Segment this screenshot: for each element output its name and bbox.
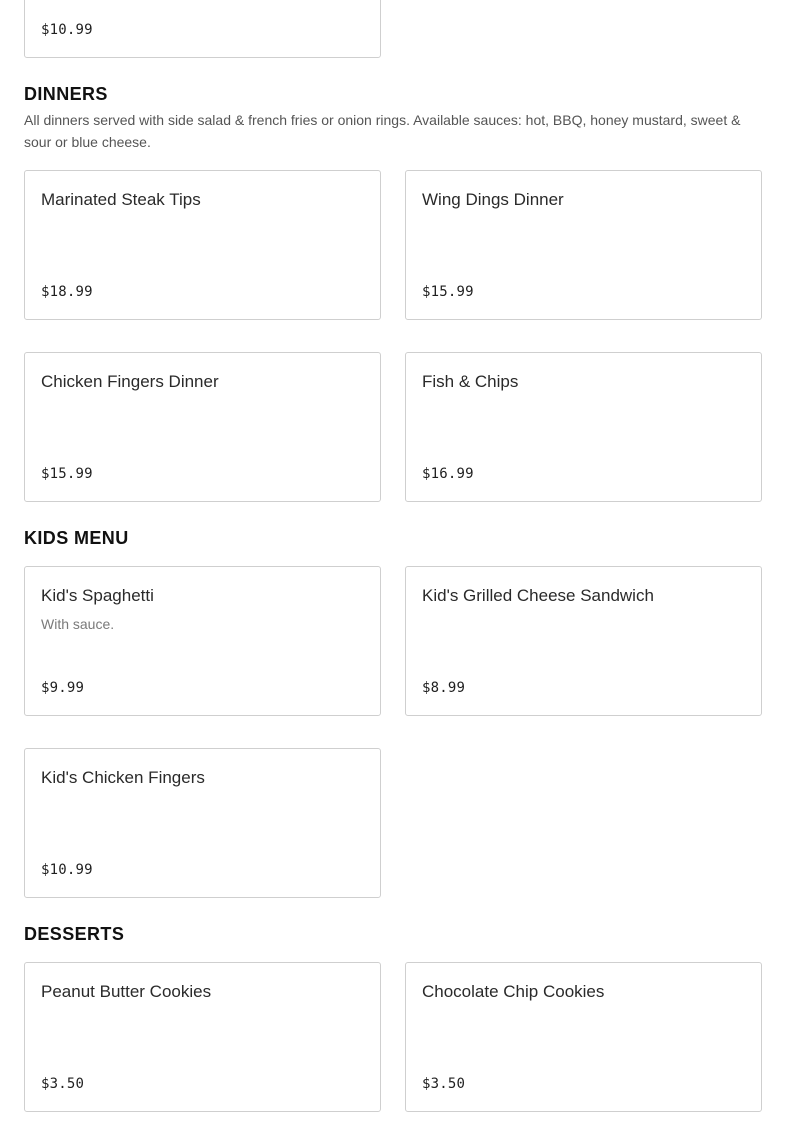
- menu-item-card[interactable]: [24, 566, 381, 716]
- item-name: Peanut Butter Cookies: [41, 982, 212, 1001]
- menu-item-card[interactable]: [24, 748, 381, 898]
- menu-item-card[interactable]: [24, 0, 381, 58]
- item-price: $9.99: [41, 680, 85, 696]
- section-title-desserts: DESSERTS: [24, 924, 125, 944]
- menu-item-card[interactable]: [24, 352, 381, 502]
- item-description: With sauce.: [41, 616, 115, 632]
- item-name: Chocolate Chip Cookies: [422, 982, 605, 1001]
- item-price: $3.50: [41, 1076, 85, 1092]
- section-description-dinners: All dinners served with side salad & french fries or onion rings. Available sauces: hot, BBQ, honey mustard, sweet & sour or blue cheese.: [24, 112, 741, 150]
- menu-item-card[interactable]: [405, 962, 762, 1112]
- item-price: $10.99: [41, 862, 93, 878]
- item-price: $8.99: [422, 680, 466, 696]
- item-name: Fish & Chips: [422, 372, 519, 391]
- item-name: Wing Dings Dinner: [422, 190, 564, 209]
- menu-item-card[interactable]: [405, 352, 762, 502]
- item-price: $16.99: [422, 466, 474, 482]
- menu-item-card[interactable]: [405, 170, 762, 320]
- item-price: $15.99: [422, 284, 474, 300]
- menu-item-card[interactable]: [24, 170, 381, 320]
- item-name: Kid's Spaghetti: [41, 586, 154, 605]
- item-name: Marinated Steak Tips: [41, 190, 201, 209]
- section-title-kids-menu: KIDS MENU: [24, 528, 129, 548]
- item-price: $18.99: [41, 284, 93, 300]
- item-name: Kid's Chicken Fingers: [41, 768, 205, 787]
- item-name: Chicken Fingers Dinner: [41, 372, 219, 391]
- section-title-dinners: DINNERS: [24, 84, 108, 104]
- menu-item-card[interactable]: [24, 962, 381, 1112]
- item-price: $15.99: [41, 466, 93, 482]
- item-price: $10.99: [41, 22, 93, 38]
- item-price: $3.50: [422, 1076, 466, 1092]
- item-name: Kid's Grilled Cheese Sandwich: [422, 586, 654, 605]
- menu-item-card[interactable]: [405, 566, 762, 716]
